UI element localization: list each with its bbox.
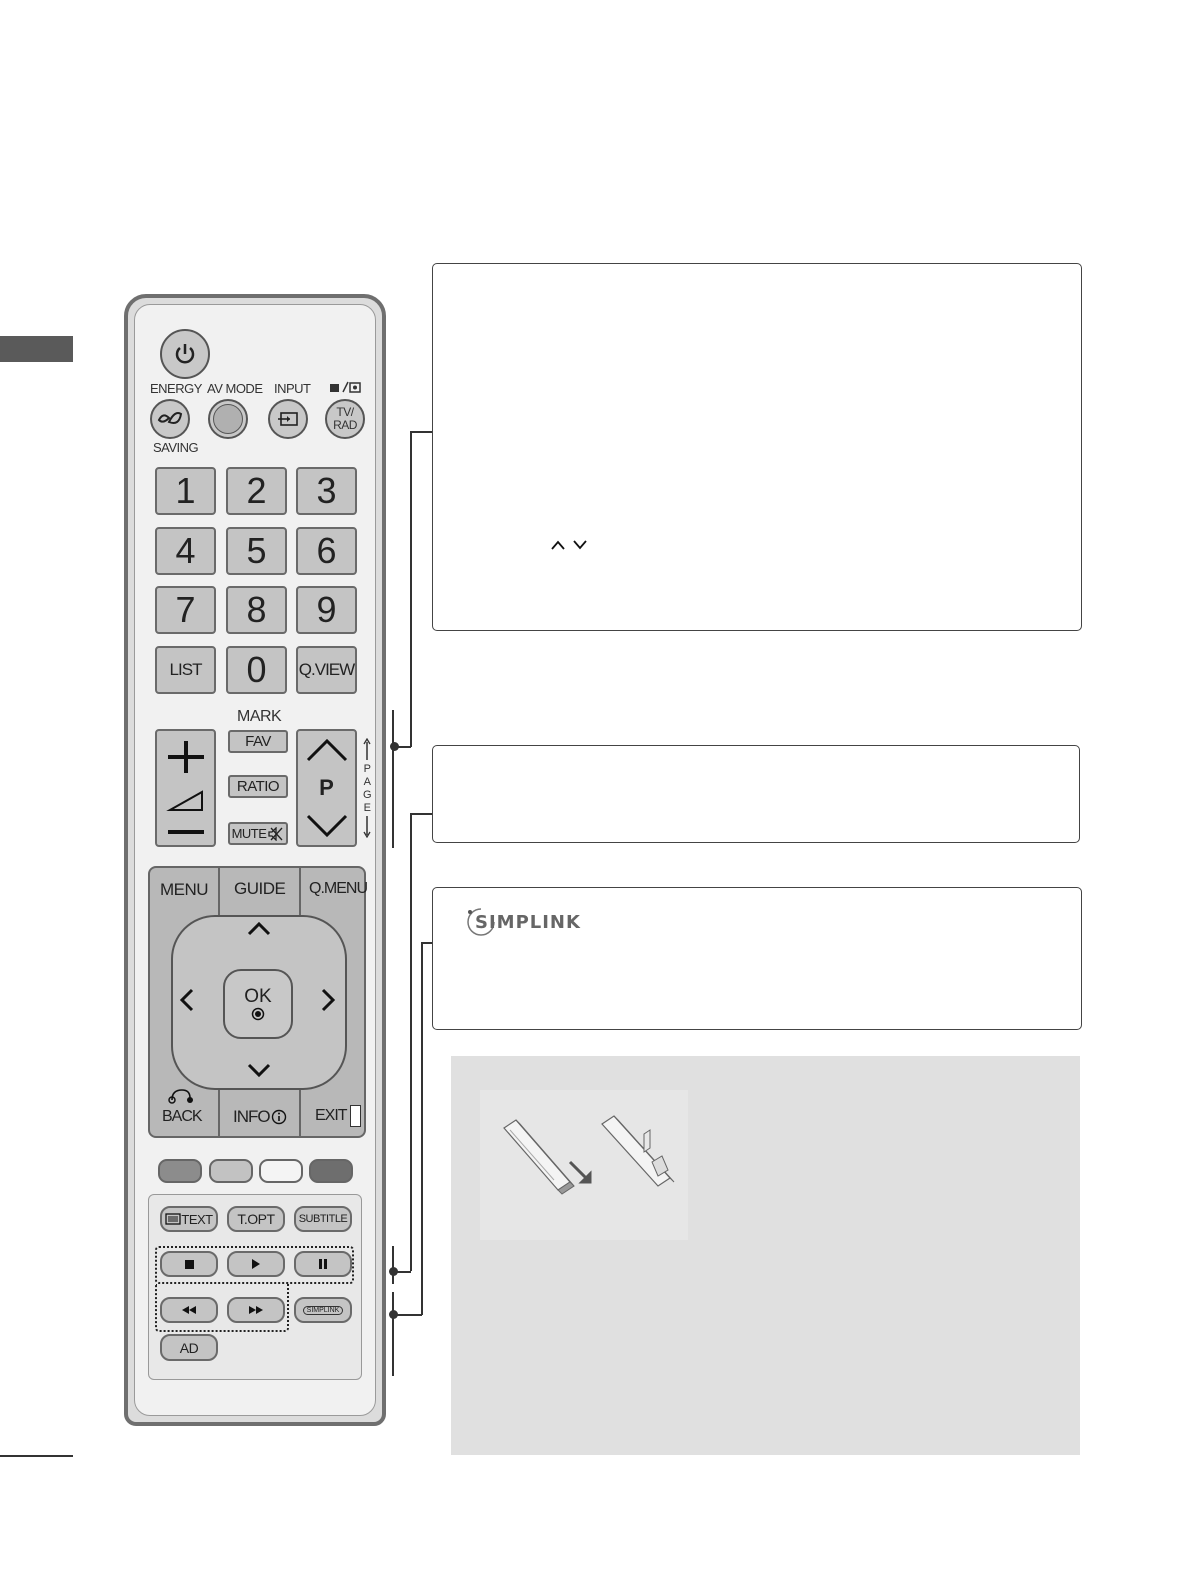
chevron-up-icon (551, 540, 565, 550)
menu-button[interactable]: MENU (160, 880, 209, 899)
teletext-icon (165, 1213, 181, 1225)
rewind-button[interactable] (160, 1297, 218, 1323)
program-up-icon (305, 737, 349, 763)
number-key-2[interactable]: 2 (226, 467, 287, 515)
exit-button[interactable] (315, 1105, 361, 1127)
simplink-button-label: SIMPLINK (303, 1306, 344, 1315)
pause-icon (318, 1258, 328, 1270)
program-down-icon (305, 813, 349, 839)
tv-radio-button[interactable] (325, 399, 365, 439)
teletext-button[interactable] (160, 1206, 218, 1232)
arrow-down-icon[interactable] (247, 1063, 271, 1079)
number-key-1[interactable]: 1 (155, 467, 216, 515)
power-button[interactable] (160, 329, 210, 379)
mute-icon (268, 827, 284, 841)
quick-view-button[interactable]: Q.VIEW (296, 646, 357, 694)
play-button[interactable] (227, 1251, 285, 1277)
leader-line-3-vertical (421, 942, 423, 1315)
fast-forward-icon (248, 1305, 264, 1315)
number-key-7[interactable]: 7 (155, 586, 216, 634)
callout-box-simplink (432, 887, 1082, 1030)
number-key-9[interactable]: 9 (296, 586, 357, 634)
leader-line-1-vertical (410, 431, 412, 747)
teletext-option-button[interactable]: T.OPT (227, 1206, 285, 1232)
leader-line-2-vertical (410, 813, 412, 1271)
volume-rocker[interactable] (155, 729, 216, 847)
program-rocker[interactable] (296, 729, 357, 847)
av-mode-button[interactable] (208, 399, 248, 439)
leader-dot-3 (389, 1310, 398, 1319)
fast-forward-button[interactable] (227, 1297, 285, 1323)
leader-line-2-horizontal (410, 813, 433, 815)
arrow-right-icon[interactable] (321, 988, 337, 1012)
yellow-key[interactable] (259, 1159, 303, 1183)
bracket-volume-program (392, 710, 394, 848)
arrow-up-icon[interactable] (247, 920, 271, 936)
ok-label: OK (244, 986, 272, 1007)
nav-divider-top (218, 868, 220, 916)
simplink-button[interactable] (294, 1297, 352, 1323)
mark-label: MARK (237, 708, 282, 725)
chapter-tab (0, 336, 73, 362)
energy-label: ENERGY (150, 381, 202, 396)
quick-menu-button[interactable]: Q.MENU (309, 880, 367, 897)
audio-description-button[interactable]: AD (160, 1334, 218, 1361)
number-key-8[interactable]: 8 (226, 586, 287, 634)
red-key[interactable] (158, 1159, 202, 1183)
ratio-button[interactable]: RATIO (228, 775, 288, 798)
back-icon (168, 1088, 196, 1104)
leader-dot-2 (389, 1267, 398, 1276)
eco-icon (157, 410, 183, 428)
info-icon (271, 1109, 287, 1125)
volume-up-icon (166, 739, 206, 775)
subtitle-button[interactable]: SUBTITLE (294, 1206, 352, 1232)
blue-key[interactable] (309, 1159, 353, 1183)
volume-down-icon (166, 827, 206, 837)
battery-remote-illustration (480, 1090, 688, 1240)
callout-box-playback (432, 745, 1080, 843)
fav-button[interactable]: FAV (228, 730, 288, 753)
number-key-0[interactable]: 0 (226, 646, 287, 694)
guide-button[interactable]: GUIDE (234, 879, 286, 898)
ok-dot-icon (251, 1007, 265, 1021)
pause-button[interactable] (294, 1251, 352, 1277)
exit-icon (350, 1105, 361, 1127)
simplink-logo (465, 906, 581, 938)
volume-icon (166, 790, 206, 812)
green-key[interactable] (209, 1159, 253, 1183)
callout-box-numbers-volume (432, 263, 1082, 631)
play-icon (251, 1258, 261, 1270)
saving-label: SAVING (153, 440, 199, 455)
stop-icon (185, 1260, 194, 1269)
nav-divider-bottom (218, 1088, 220, 1136)
info-button[interactable] (233, 1107, 287, 1127)
list-button[interactable]: LIST (155, 646, 216, 694)
page-label: P A G E (362, 763, 372, 814)
bracket-playback (392, 1246, 394, 1284)
ok-button[interactable] (223, 969, 293, 1039)
tv-radio-icon (329, 381, 361, 393)
input-button[interactable] (268, 399, 308, 439)
simplink-logo-text: SIMPLINK (475, 911, 581, 933)
number-key-6[interactable]: 6 (296, 527, 357, 575)
info-label: INFO (233, 1107, 270, 1126)
nav-divider-top-2 (299, 868, 301, 916)
number-key-5[interactable]: 5 (226, 527, 287, 575)
exit-label: EXIT (315, 1107, 347, 1124)
rewind-icon (181, 1305, 197, 1315)
input-label: INPUT (274, 381, 311, 396)
nav-divider-bottom-2 (299, 1088, 301, 1136)
back-button[interactable]: BACK (162, 1108, 202, 1125)
program-arrows (551, 540, 587, 550)
mute-button[interactable] (228, 822, 288, 845)
text-label: TEXT (181, 1211, 213, 1227)
mute-label: MUTE (231, 826, 267, 841)
footer-rule (0, 1455, 73, 1457)
battery-cover-illustration (480, 1090, 688, 1240)
number-key-4[interactable]: 4 (155, 527, 216, 575)
bracket-simplink (392, 1292, 394, 1376)
av-mode-label: AV MODE (207, 381, 263, 396)
arrow-left-icon[interactable] (178, 988, 194, 1012)
leader-line-1-horizontal (410, 431, 433, 433)
av-mode-icon (213, 404, 243, 434)
input-icon (277, 411, 299, 427)
power-icon (172, 341, 198, 367)
energy-saving-button[interactable] (150, 399, 190, 439)
tv-rad-label: TV/ RAD (333, 405, 357, 432)
chevron-down-icon (573, 540, 587, 550)
stop-button[interactable] (160, 1251, 218, 1277)
leader-line-3-stub (395, 1314, 422, 1316)
program-label: P (319, 775, 334, 800)
number-key-3[interactable]: 3 (296, 467, 357, 515)
